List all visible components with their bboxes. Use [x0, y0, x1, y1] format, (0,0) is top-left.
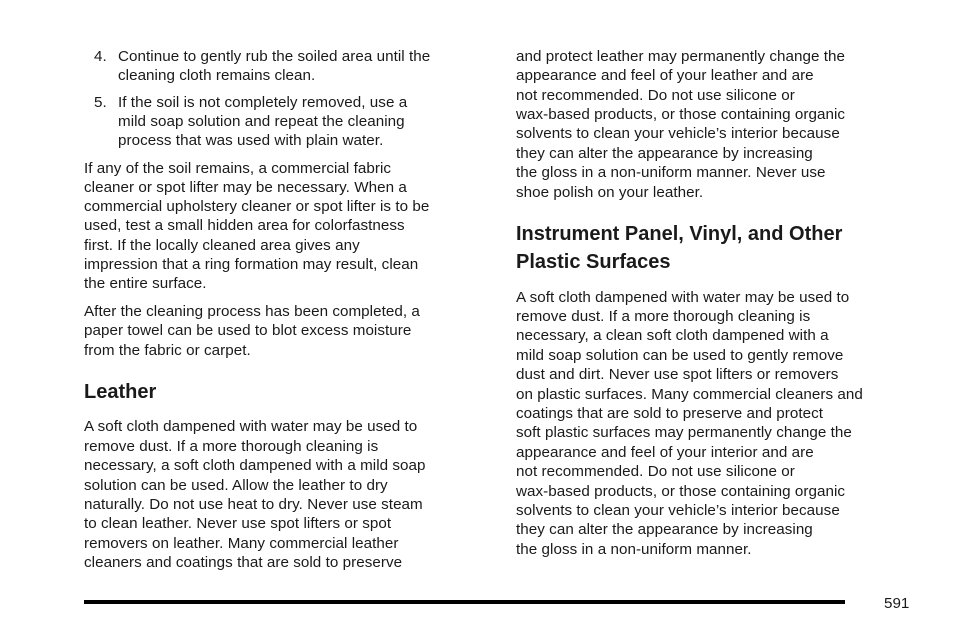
- page-number: 591: [884, 595, 910, 612]
- paragraph-line: soft plastic surfaces may permanently change the: [516, 424, 852, 441]
- paragraph-line: used, test a small hidden area for colorfastness: [84, 217, 405, 234]
- paragraph-line: commercial upholstery cleaner or spot lifter is to be: [84, 198, 430, 215]
- heading-line: Instrument Panel, Vinyl, and Other: [516, 223, 843, 245]
- paragraph-line: A soft cloth dampened with water may be used to: [516, 289, 850, 306]
- paragraph-line: necessary, a soft cloth dampened with a mild soap: [84, 457, 426, 474]
- list-item-line: cleaning cloth remains clean.: [118, 67, 316, 84]
- paragraph-line: from the fabric or carpet.: [84, 342, 251, 359]
- paragraph-line: not recommended. Do not use silicone or: [516, 87, 795, 104]
- paragraph-line: solvents to clean your vehicle’s interior because: [516, 502, 840, 519]
- paragraph-line: the entire surface.: [84, 275, 207, 292]
- list-item-number: 5.: [94, 94, 107, 111]
- heading-line: Plastic Surfaces: [516, 251, 671, 273]
- paragraph-line: wax-based products, or those containing organic: [516, 483, 846, 500]
- list-item-line: If the soil is not completely removed, use a: [118, 94, 408, 111]
- paragraph-line: A soft cloth dampened with water may be used to: [84, 418, 418, 435]
- paragraph-line: cleaner or spot lifter may be necessary. When a: [84, 179, 407, 196]
- paragraph-line: wax-based products, or those containing organic: [516, 106, 846, 123]
- paragraph-line: the gloss in a non-uniform manner.: [516, 541, 752, 558]
- paragraph-line: remove dust. If a more thorough cleaning is: [84, 438, 379, 455]
- paragraph-line: necessary, a clean soft cloth dampened with a: [516, 327, 829, 344]
- footer-rule: [84, 600, 845, 604]
- paragraph-line: solution can be used. Allow the leather to dry: [84, 477, 388, 494]
- paragraph-line: cleaners and coatings that are sold to preserve: [84, 554, 403, 571]
- paragraph-line: If any of the soil remains, a commercial fabric: [84, 160, 392, 177]
- paragraph-line: appearance and feel of your interior and are: [516, 444, 814, 461]
- paragraph-line: they can alter the appearance by increasing: [516, 521, 813, 538]
- paragraph-line: shoe polish on your leather.: [516, 184, 704, 201]
- paragraph-line: to clean leather. Never use spot lifters or spot: [84, 515, 392, 532]
- paragraph-line: removers on leather. Many commercial leather: [84, 535, 399, 552]
- paragraph-line: on plastic surfaces. Many commercial cleaners and: [516, 386, 863, 403]
- list-item-number: 4.: [94, 48, 107, 65]
- list-item-line: process that was used with plain water.: [118, 132, 384, 149]
- paragraph-line: remove dust. If a more thorough cleaning is: [516, 308, 811, 325]
- paragraph-line: first. If the locally cleaned area gives any: [84, 237, 360, 254]
- paragraph-line: and protect leather may permanently change the: [516, 48, 846, 65]
- list-item-line: Continue to gently rub the soiled area until the: [118, 48, 431, 65]
- paragraph-line: the gloss in a non-uniform manner. Never use: [516, 164, 826, 181]
- paragraph-line: coatings that are sold to preserve and protect: [516, 405, 824, 422]
- paragraph-line: not recommended. Do not use silicone or: [516, 463, 795, 480]
- paragraph-line: paper towel can be used to blot excess moisture: [84, 322, 412, 339]
- paragraph-line: solvents to clean your vehicle’s interior because: [516, 125, 840, 142]
- paragraph-line: impression that a ring formation may result, clean: [84, 256, 419, 273]
- paragraph-line: mild soap solution can be used to gently remove: [516, 347, 844, 364]
- list-item-line: mild soap solution and repeat the cleaning: [118, 113, 405, 130]
- paragraph-line: they can alter the appearance by increasing: [516, 145, 813, 162]
- paragraph-line: naturally. Do not use heat to dry. Never use steam: [84, 496, 423, 513]
- paragraph-line: dust and dirt. Never use spot lifters or removers: [516, 366, 839, 383]
- paragraph-line: After the cleaning process has been completed, a: [84, 303, 420, 320]
- leather-heading: Leather: [84, 381, 157, 403]
- paragraph-line: appearance and feel of your leather and are: [516, 67, 814, 84]
